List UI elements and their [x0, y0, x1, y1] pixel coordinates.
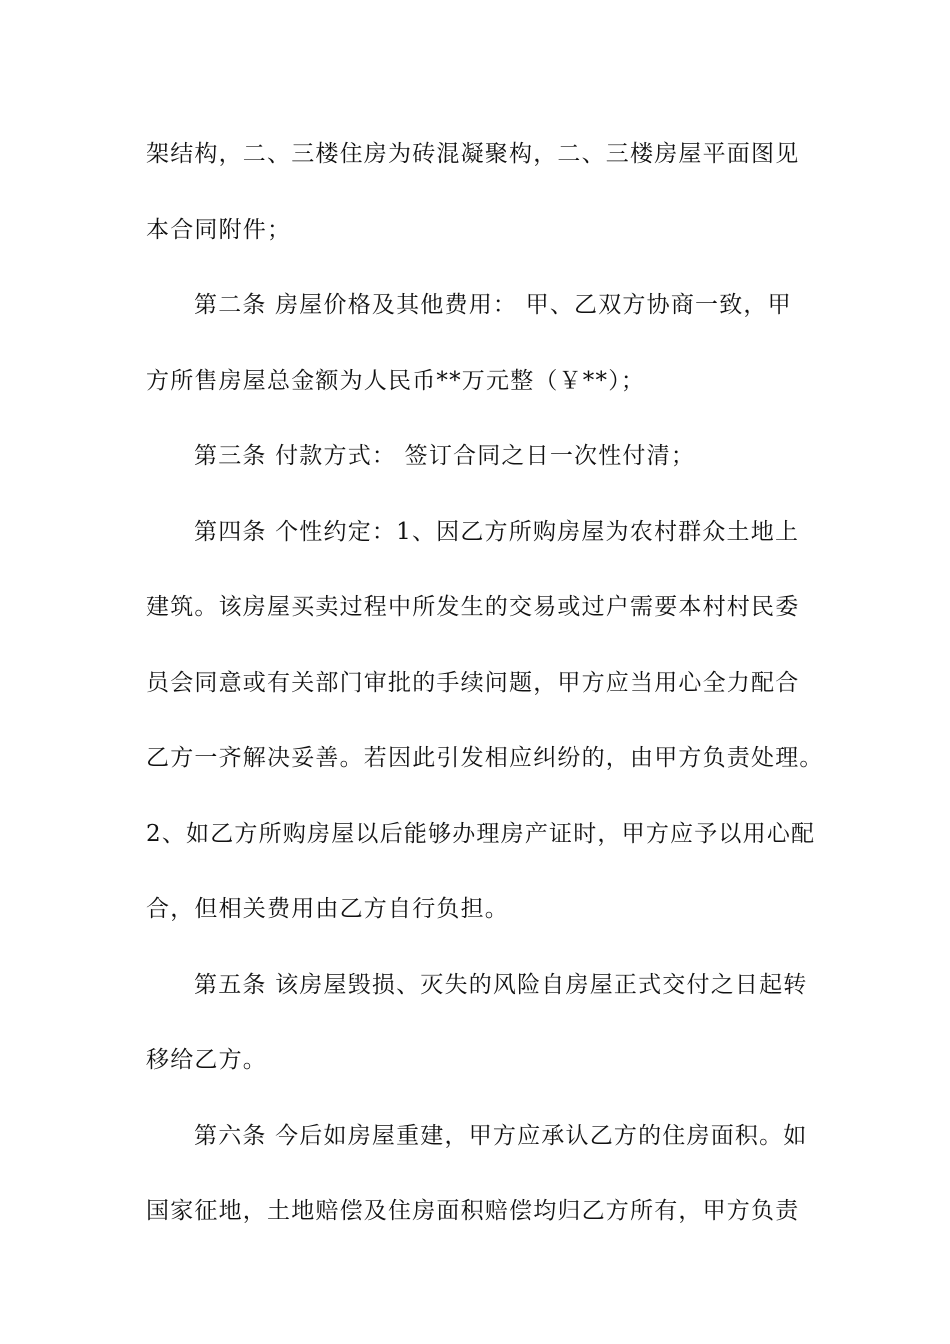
- text-line: 合，但相关费用由乙方自行负担。: [146, 896, 509, 922]
- text-line: 国家征地，土地赔偿及住房面积赔偿均归乙方所有，甲方负责: [146, 1198, 800, 1224]
- text-line: 移给乙方。: [146, 1047, 267, 1073]
- contract-text: [146, 124, 826, 1257]
- article-2-heading-line: 第二条 房屋价格及其他费用： 甲、乙双方协商一致，甲: [194, 292, 792, 318]
- article-5-heading-line: 第五条 该房屋毁损、灭失的风险自房屋正式交付之日起转: [194, 971, 808, 998]
- text-line: 建筑。该房屋买卖过程中所发生的交易或过户需要本村村民委: [146, 594, 800, 620]
- text-line: 本合同附件；: [146, 216, 292, 243]
- text-line: 方所售房屋总金额为人民币**万元整（￥**）；: [146, 367, 646, 394]
- article-4-heading-line: 第四条 个性约定：1、因乙方所购房屋为农村群众土地上: [194, 518, 800, 545]
- article-6-heading-line: 第六条 今后如房屋重建，甲方应承认乙方的住房面积。如: [194, 1122, 808, 1149]
- text-line: 架结构，二、三楼住房为砖混凝聚构，二、三楼房屋平面图见: [146, 141, 800, 167]
- text-line: 2、如乙方所购房屋以后能够办理房产证时，甲方应予以用心配: [146, 820, 816, 847]
- text-line: 乙方一齐解决妥善。若因此引发相应纠纷的，由甲方负责处理。: [146, 745, 824, 771]
- article-3-heading-line: 第三条 付款方式： 签订合同之日一次性付清；: [194, 443, 696, 469]
- text-line: 员会同意或有关部门审批的手续问题，甲方应当用心全力配合: [146, 669, 800, 696]
